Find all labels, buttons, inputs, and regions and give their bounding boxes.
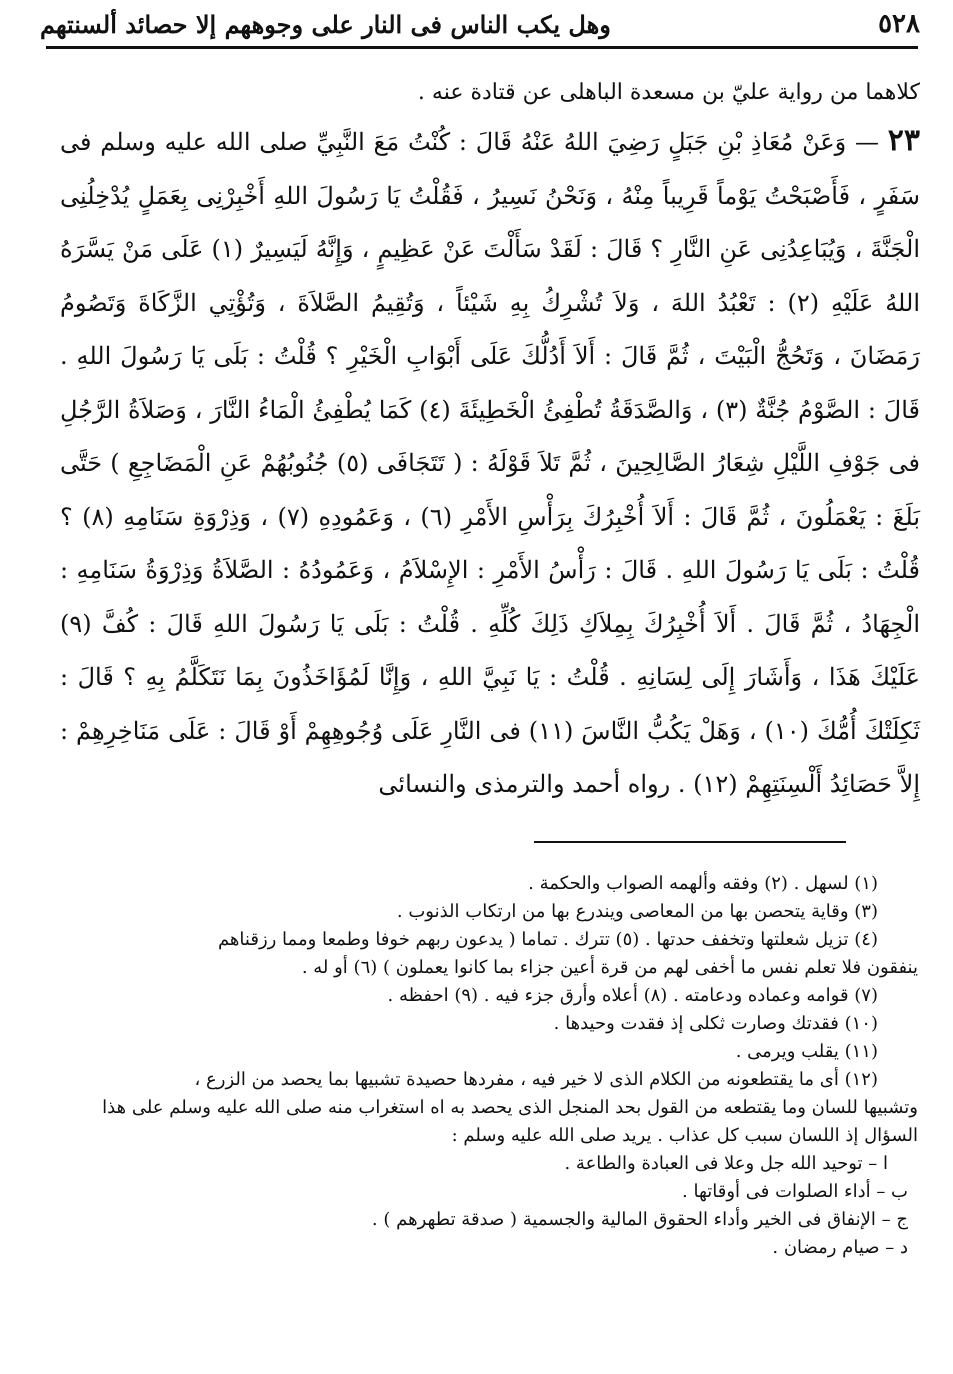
footnote-line: (٧) قوامه وعماده ودعامته . (٨) أعلاه وأرق جزء فيه . (٩) احفظه . xyxy=(387,985,878,1006)
footnote-line: (١١) يقلب ويرمى . xyxy=(735,1041,878,1062)
footnote-line: وتشبيها للسان وما يقتطعه من القول بحد المنجل الذى يحصد به اه استغراب منه صلى الله عليه وسلم على هذا xyxy=(102,1097,918,1118)
footnote-line: (٤) تزيل شعلتها وتخفف حدتها . (٥) تترك . تماما ( يدعون ربهم خوفا وطمعا ومما رزقناهم xyxy=(217,929,878,950)
footnote-line: د – صيام رمضان . xyxy=(772,1237,908,1258)
hadith-text: — وَعَنْ مُعَاذِ بْنِ جَبَلٍ رَضِيَ اللهُ عَنْهُ قَالَ : كُنْتُ مَعَ النَّبِيِّ صلى الله عليه وسلم فى سَفَرٍ ، فَأَصْبَحْتُ يَوْماً قَرِيباً مِنْهُ ، وَنَحْنُ نَسِيرُ ، فَقُلْتُ يَا رَسُولَ اللهِ أَخْبِرْنِى بِعَمَلٍ يُدْخِلُنِى الْجَنَّةَ ، وَيُبَاعِدُنِى عَنِ النَّارِ ؟ قَالَ : لَقَدْ سَأَلْتَ عَنْ عَظِيمٍ ، وَإِنَّهُ لَيَسِيرٌ (١) عَلَى مَنْ يَسَّرَهُ اللهُ عَلَيْهِ (٢) : تَعْبُدُ اللهَ ، وَلاَ تُشْرِكُ بِهِ شَيْئاً ، وَتُقِيمُ الصَّلاَةَ ، وَتُؤْتِي الزَّكَاةَ وَتَصُومُ رَمَضَانَ ، وَتَحُجُّ الْبَيْتَ ، ثُمَّ قَالَ : أَلاَ أَدُلُّكَ عَلَى أَبْوَابِ الْخَيْرِ ؟ قُلْتُ : بَلَى يَا رَسُولَ اللهِ . قَالَ : الصَّوْمُ جُنَّةٌ (٣) ، وَالصَّدَقَةُ تُطْفِئُ الْخَطِيئَةَ (٤) كَمَا يُطْفِئُ الْمَاءُ النَّارَ ، وَصَلاَةُ الرَّجُلِ فى جَوْفِ اللَّيْلِ شِعَارُ الصَّالِحِينَ ، ثُمَّ تَلاَ قَوْلَهُ : ( تَتَجَافَى (٥) جُنُوبُهُمْ عَنِ الْمَضَاجِعِ ) حَتَّى بَلَغَ : يَعْمَلُونَ ، ثُمَّ قَالَ : أَلاَ أُخْبِرُكَ بِرَأْسِ الأَمْرِ (٦) ، وَعَمُودِهِ (٧) ، وَذِرْوَةِ سَنَامِهِ (٨) ؟ قُلْتُ : بَلَى يَا رَسُولَ اللهِ . قَالَ : رَأْسُ الأَمْرِ : الإِسْلاَمُ ، وَعَمُودُهُ : الصَّلاَةُ وَذِرْوَةُ سَنَامِهِ : الْجِهَادُ ، ثُمَّ قَالَ . أَلاَ أُخْبِرُكَ بِمِلاَكِ ذَلِكَ كُلِّهِ . قُلْتُ : بَلَى يَا رَسُولَ اللهِ قَالَ : كُفَّ (٩) عَلَيْكَ هَذَا ، وَأَشَارَ إِلَى لِسَانِهِ . قُلْتُ : يَا نَبِيَّ اللهِ ، وَإِنَّا لَمُؤَاخَذُونَ بِمَا نَتَكَلَّمُ بِهِ ؟ قَالَ : ثَكِلَتْكَ أُمُّكَ (١٠) ، وَهَلْ يَكُبُّ النَّاسَ (١١) فى النَّارِ عَلَى وُجُوهِهِمْ أَوْ قَالَ : عَلَى مَنَاخِرِهِمْ : إِلاَّ حَصَائِدُ أَلْسِنَتِهِمْ (١٢) . رواه أحمد والترمذى والنسائى xyxy=(60,128,921,798)
footnotes xyxy=(78,870,918,1262)
main-text xyxy=(60,74,920,812)
intro-line: كلاهما من رواية عليّ بن مسعدة الباهلى عن قتادة عنه . xyxy=(417,80,920,105)
hadith-paragraph xyxy=(60,114,920,812)
page-header xyxy=(40,6,920,42)
footnote-line: السؤال إذ اللسان سبب كل عذاب . يريد صلى الله عليه وسلم : xyxy=(451,1125,918,1146)
footnote-rule xyxy=(534,841,846,843)
footnote-line: (١) لسهل . (٢) وفقه وألهمه الصواب والحكمة . xyxy=(528,873,878,894)
footnote-line: ب – أداء الصلوات فى أوقاتها . xyxy=(682,1181,908,1202)
header-rule xyxy=(46,46,918,49)
footnote-line: ينفقون فلا تعلم نفس ما أخفى لهم من قرة أعين جزاء بما كانوا يعملون ) (٦) أو له . xyxy=(301,957,918,978)
footnote-line: (٣) وقاية يتحصن بها من المعاصى ويندرع بها من ارتكاب الذنوب . xyxy=(396,901,878,922)
footnote-line: ا – توحيد الله جل وعلا فى العبادة والطاعة . xyxy=(564,1153,888,1174)
footnote-line: (١٢) أى ما يقتطعونه من الكلام الذى لا خير فيه ، مفردها حصيدة تشبيها بما يحصد من الزرع ، xyxy=(194,1069,878,1090)
footnote-line: (١٠) فقدتك وصارت ثكلى إذ فقدت وحيدها . xyxy=(553,1013,878,1034)
footnote-line: ج – الإنفاق فى الخير وأداء الحقوق المالية والجسمية ( صدقة تطهرهم ) . xyxy=(371,1209,908,1230)
page-number: ٥٢٨ xyxy=(878,9,920,39)
hadith-number: ٢٣ xyxy=(887,123,920,158)
running-title: وهل يكب الناس فى النار على وجوههم إلا حصائد ألسنتهم xyxy=(40,9,611,39)
